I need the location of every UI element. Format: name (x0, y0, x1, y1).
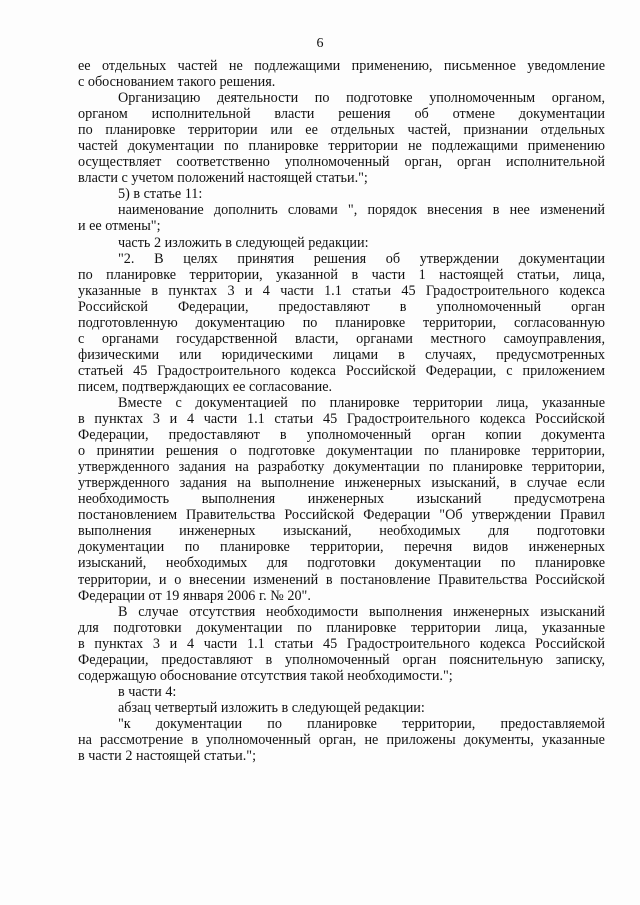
text-line: изысканий, необходимых для подготовки документации по планировке (78, 555, 605, 572)
text-line: Вместе с документацией по планировке территории лица, указанные (118, 394, 605, 411)
text-line: в пунктах 3 и 4 части 1.1 статьи 45 Градостроительного кодекса Российской (78, 635, 605, 652)
text-line: Федерации, предоставляют в уполномоченный орган копии документа (78, 427, 605, 444)
text-line: постановлением Правительства Российской Федерации "Об утверждении Правил (78, 507, 605, 524)
text-line: Организацию деятельности по подготовке уполномоченным органом, (118, 90, 605, 107)
page-number: 6 (316, 36, 324, 51)
text-line: ее отдельных частей не подлежащими применению, письменное уведомление (78, 58, 605, 74)
text-line: осуществляет соответственно уполномоченный орган, орган исполнительной (78, 154, 605, 171)
text-line: по планировке территории или ее отдельных частей, признании отдельных (78, 122, 605, 139)
text-line: подготовленную документацию по планировке территории, согласованную (78, 314, 605, 331)
text-line: территории, и о внесении изменений в постановление Правительства Российской (78, 571, 605, 588)
text-line: писем, подтверждающих ее согласование. (78, 378, 333, 395)
text-line: документации по планировке территории, перечня видов инженерных (78, 539, 605, 556)
text-line: Федерации, предоставляют в уполномоченный орган пояснительную записку, (78, 651, 605, 668)
text-line: частей документации по планировке территории не подлежащими применению (78, 138, 605, 155)
text-line: наименование дополнить словами ", порядок внесения в нее изменений (118, 202, 605, 219)
text-line: статьей 45 Градостроительного кодекса Российской Федерации, с приложением (78, 362, 605, 379)
text-line: физическими или юридическими лицами в случаях, предусмотренных (78, 346, 605, 363)
text-line: по планировке территории, указанной в части 1 настоящей статьи, лица, (78, 266, 605, 283)
text-line: для подготовки документации по планировке территории лица, указанные (78, 619, 605, 636)
text-line: в пунктах 3 и 4 части 1.1 статьи 45 Градостроительного кодекса Российской (78, 411, 605, 428)
text-line: абзац четвертый изложить в следующей редакции: (118, 699, 425, 716)
text-line: с органами государственной власти, органами местного самоуправления, (78, 330, 605, 347)
text-line: Российской Федерации, предоставляют в уполномоченный орган (78, 298, 605, 315)
text-line: на рассмотрение в уполномоченный орган, не приложены документы, указанные (78, 731, 605, 748)
document-body (78, 58, 605, 764)
text-line: "к документации по планировке территории, предоставляемой (118, 715, 605, 732)
text-line: власти с учетом положений настоящей статьи."; (78, 170, 368, 187)
text-line: о принятии решения о подготовке документации по планировке территории, (78, 443, 605, 460)
text-line: в части 4: (118, 683, 177, 700)
text-line: с обоснованием такого решения. (78, 74, 276, 91)
text-line: "2. В целях принятия решения об утверждении документации (118, 250, 605, 267)
text-line: указанные в пунктах 3 и 4 части 1.1 статьи 45 Градостроительного кодекса (78, 282, 605, 299)
text-line: 5) в статье 11: (118, 186, 203, 203)
text-line: Федерации от 19 января 2006 г. № 20". (78, 587, 311, 604)
text-line: выполнения инженерных изысканий, необходимых для подготовки (78, 523, 605, 540)
text-line: необходимость выполнения инженерных изысканий предусмотрена (78, 491, 605, 508)
text-line: утвержденного задания на выполнение инженерных изысканий, в случае если (78, 475, 605, 492)
text-line: содержащую обоснование отсутствия такой необходимости."; (78, 667, 453, 684)
text-line: и ее отмены"; (78, 218, 161, 235)
text-line: В случае отсутствия необходимости выполнения инженерных изысканий (118, 603, 605, 620)
text-line: в части 2 настоящей статьи."; (78, 748, 257, 765)
text-line: часть 2 изложить в следующей редакции: (118, 234, 369, 251)
text-line: утвержденного задания на разработку документации по планировке территории, (78, 459, 605, 476)
text-line: органом исполнительной власти решения об отмене документации (78, 106, 605, 123)
